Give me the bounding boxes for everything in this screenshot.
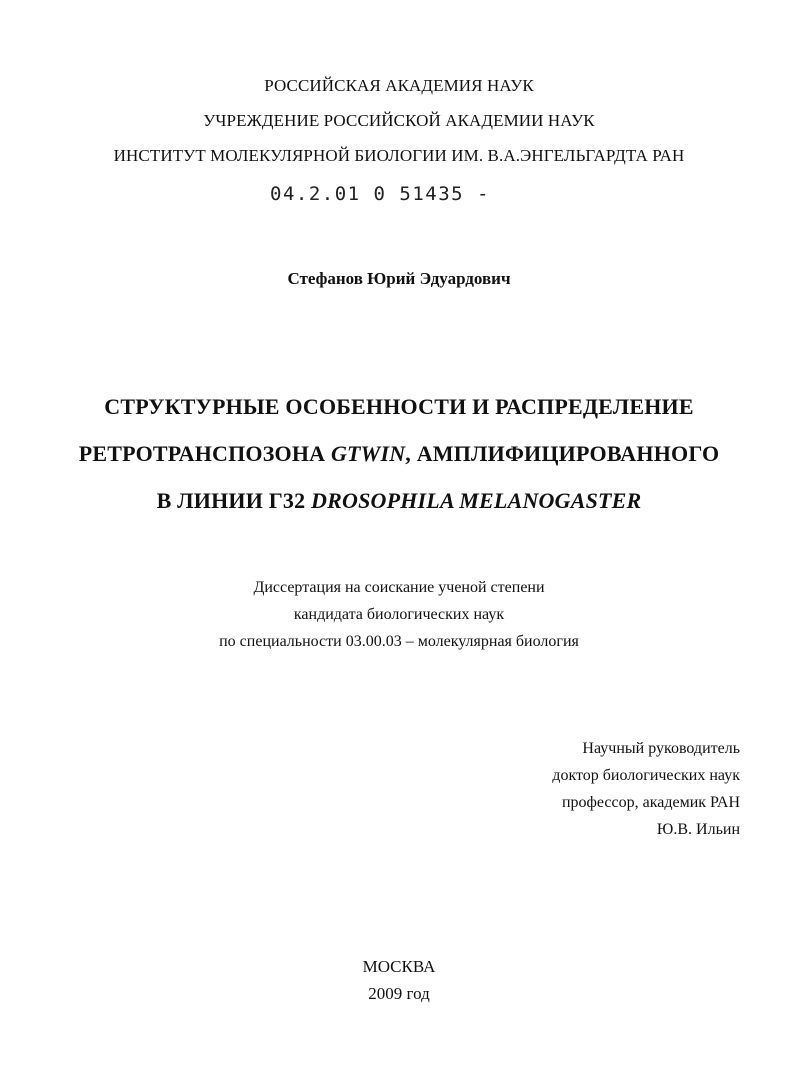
title-line-2-post: , АМПЛИФИЦИРОВАННОГО [405,441,720,466]
institution-name: УЧРЕЖДЕНИЕ РОССИЙСКОЙ АКАДЕМИИ НАУК [203,111,595,130]
supervisor-degree: доктор биологических наук [552,767,740,784]
title-line-1-text: СТРУКТУРНЫЕ ОСОБЕННОСТИ И РАСПРЕДЕЛЕНИЕ [104,394,694,419]
title-line-3-pre: В ЛИНИИ Г32 [156,488,312,513]
academy-name: РОССИЙСКАЯ АКАДЕМИЯ НАУК [264,76,534,95]
supervisor-label: Научный руководитель [582,740,740,757]
registration-stamp: 04.2.01 0 51435 - [270,183,490,205]
institute-name: ИНСТИТУТ МОЛЕКУЛЯРНОЙ БИОЛОГИИ ИМ. В.А.ЭНГЕЛЬГАРДТА РАН [113,146,685,165]
supervisor-title: профессор, академик РАН [561,794,740,811]
title-line-2-pre: РЕТРОТРАНСПОЗОНА [78,441,331,466]
supervisor-name: Ю.В. Ильин [656,821,740,838]
dissertation-line-2: кандидата биологических наук [293,606,505,623]
city: МОСКВА [362,957,436,976]
title-species-italic: DROSOPHILA MELANOGASTER [311,488,642,513]
title-gtwin-italic: GTWIN [330,441,406,466]
author-name: Стефанов Юрий Эдуардович [287,269,511,288]
dissertation-line-3: по специальности 03.00.03 – молекулярная биология [219,633,579,650]
thesis-title-line-1 [0,396,798,418]
thesis-title-line-2 [0,443,798,465]
thesis-title-line-3 [0,490,798,512]
dissertation-line-1: Диссертация на соискание ученой степени [253,579,545,596]
year: 2009 год [368,984,430,1003]
